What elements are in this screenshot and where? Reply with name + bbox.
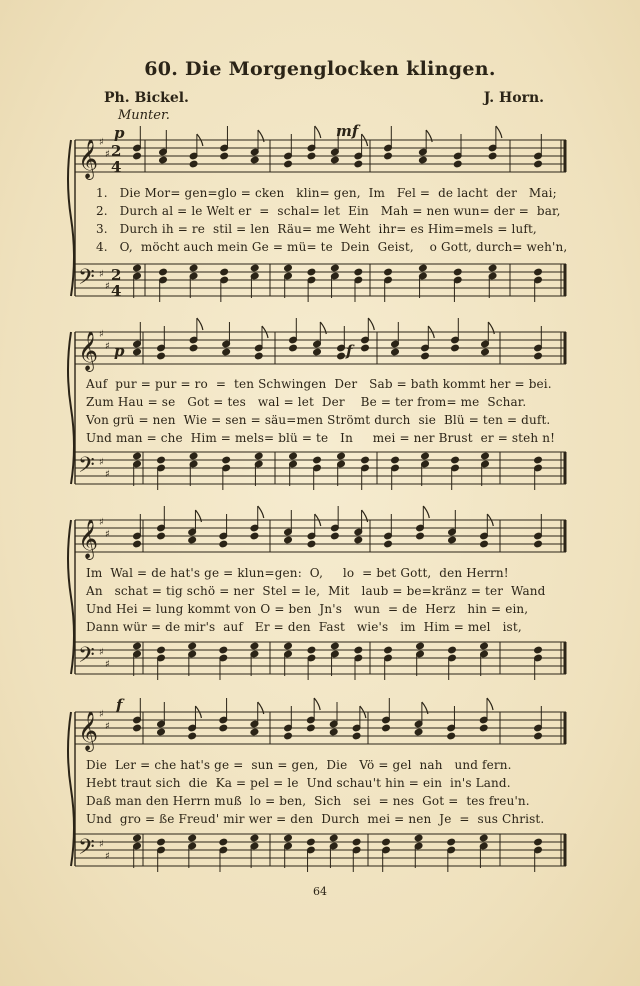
note-head: [313, 348, 322, 356]
note-head: [284, 160, 293, 168]
note-head: [250, 264, 259, 272]
note-head: [352, 732, 361, 740]
note-head: [416, 532, 425, 540]
note-head: [222, 348, 231, 356]
note-head: [219, 646, 228, 654]
note-head: [534, 160, 543, 168]
dynamic-marking: mf: [336, 122, 359, 140]
note-head: [337, 452, 346, 460]
note-head: [534, 540, 543, 548]
verse-line: Die Ler = che hat's ge = sun = gen, Die Vö = gel nah und fern.: [86, 758, 512, 772]
note-head: [534, 732, 543, 740]
note-head: [384, 152, 393, 160]
note-head: [133, 540, 142, 548]
verse-line: Daß man den Herrn muß lo = ben, Sich sei = nes Got = tes freu'n.: [86, 794, 530, 808]
note-flag: [258, 506, 264, 518]
note-head: [451, 344, 460, 352]
note-head: [534, 456, 543, 464]
verse-line: Und Hei = lung kommt von O = ben Jn's wun = de Herz hin = ein,: [86, 602, 529, 616]
note-head: [157, 352, 166, 360]
note-head: [157, 646, 166, 654]
note-head: [479, 724, 488, 732]
note-head: [480, 540, 489, 548]
time-signature: 4: [111, 282, 122, 300]
note-head: [219, 724, 228, 732]
bass-clef: 𝄢: [78, 453, 95, 483]
note-head: [189, 452, 198, 460]
note-head: [189, 160, 198, 168]
note-head: [391, 348, 400, 356]
note-head: [159, 268, 168, 276]
note-head: [416, 642, 425, 650]
note-head: [421, 452, 430, 460]
note-head: [189, 344, 198, 352]
note-flag: [368, 318, 374, 330]
note-head: [133, 724, 142, 732]
note-head: [188, 834, 197, 842]
note-head: [133, 348, 142, 356]
bass-clef: 𝄢: [78, 643, 95, 673]
note-flag: [314, 698, 320, 710]
note-head: [159, 156, 168, 164]
verse-line: 3. Durch ih = re stil = len Räu= me Weht ihr= es Him=mels = luft,: [96, 222, 537, 236]
bass-clef: 𝄢: [78, 265, 95, 295]
note-head: [284, 642, 293, 650]
sharp-sign: ♯: [105, 851, 110, 862]
note-head: [391, 456, 400, 464]
dynamic-marking: f: [346, 342, 353, 360]
treble-clef: 𝄞: [78, 139, 99, 179]
note-head: [250, 532, 259, 540]
note-head: [307, 152, 316, 160]
verse-line: Zum Hau = se Got = tes wal = let Der Be = ter from= me Schar.: [86, 395, 527, 409]
page-number: 64: [313, 885, 327, 898]
note-head: [220, 152, 229, 160]
note-head: [307, 724, 316, 732]
note-flag: [496, 126, 502, 138]
note-head: [384, 268, 393, 276]
note-head: [188, 732, 197, 740]
note-head: [289, 344, 298, 352]
note-head: [488, 264, 497, 272]
verse-line: Dann wür = de mir's auf Er = den Fast wie's im Him = mel ist,: [86, 620, 522, 634]
verse-line: Und gro = ße Freud' mir wer = den Durch mei = nen Je = sus Christ.: [86, 812, 545, 826]
note-head: [361, 456, 370, 464]
bass-clef: 𝄢: [78, 835, 95, 865]
note-head: [448, 646, 457, 654]
time-signature: 4: [111, 158, 122, 176]
note-head: [133, 452, 142, 460]
tempo-marking: Munter.: [118, 108, 170, 123]
note-head: [188, 536, 197, 544]
note-head: [419, 264, 428, 272]
note-flag: [487, 698, 493, 710]
hymn-title: 60. Die Morgenglocken klingen.: [144, 58, 496, 80]
sharp-sign: ♯: [99, 269, 104, 280]
note-head: [481, 348, 490, 356]
note-head: [453, 160, 462, 168]
note-head: [354, 536, 363, 544]
note-head: [352, 838, 361, 846]
note-head: [250, 834, 259, 842]
sharp-sign: ♯: [99, 517, 104, 528]
note-head: [354, 646, 363, 654]
note-head: [329, 834, 338, 842]
treble-clef: 𝄞: [78, 331, 99, 371]
note-head: [337, 352, 346, 360]
brace: [68, 712, 74, 866]
brace: [68, 140, 74, 296]
sharp-sign: ♯: [105, 469, 110, 480]
note-head: [284, 834, 293, 842]
note-head: [133, 834, 142, 842]
note-head: [313, 456, 322, 464]
note-head: [133, 152, 142, 160]
note-head: [480, 642, 489, 650]
note-head: [384, 646, 393, 654]
note-head: [414, 834, 423, 842]
brace: [68, 520, 74, 674]
note-head: [157, 456, 166, 464]
sharp-sign: ♯: [105, 529, 110, 540]
verse-line: 4. O, möcht auch mein Ge = mü= te Dein Geist, o Gott, durch= weh'n,: [96, 240, 568, 254]
note-head: [481, 452, 490, 460]
note-head: [447, 732, 456, 740]
sharp-sign: ♯: [99, 709, 104, 720]
note-head: [307, 540, 316, 548]
composer-credit: J. Horn.: [483, 90, 544, 106]
note-head: [453, 268, 462, 276]
note-head: [421, 352, 430, 360]
note-head: [419, 156, 428, 164]
note-head: [188, 642, 197, 650]
note-head: [451, 456, 460, 464]
note-head: [219, 838, 228, 846]
verse-line: Im Wal = de hat's ge = klun=gen: O, lo = bet Gott, den Herrn!: [86, 566, 509, 580]
note-flag: [197, 318, 203, 330]
note-head: [479, 834, 488, 842]
note-head: [250, 642, 259, 650]
note-head: [382, 724, 391, 732]
note-head: [534, 352, 543, 360]
note-head: [382, 838, 391, 846]
note-head: [157, 728, 166, 736]
sharp-sign: ♯: [105, 659, 110, 670]
note-head: [220, 268, 229, 276]
dynamic-marking: p: [114, 124, 125, 142]
note-head: [289, 452, 298, 460]
sharp-sign: ♯: [99, 839, 104, 850]
note-head: [133, 642, 142, 650]
treble-clef: 𝄞: [78, 519, 99, 559]
verse-line: Hebt traut sich die Ka = pel = le Und schau't hin = ein in's Land.: [86, 776, 511, 790]
sharp-sign: ♯: [99, 647, 104, 658]
sharp-sign: ♯: [105, 721, 110, 732]
treble-clef: 𝄞: [78, 711, 99, 751]
note-head: [284, 264, 293, 272]
note-head: [384, 540, 393, 548]
sharp-sign: ♯: [105, 281, 110, 292]
note-head: [354, 268, 363, 276]
note-head: [284, 732, 293, 740]
verse-line: An schat = tig schö = ner Stel = le, Mit laub = be=kränz = ter Wand: [86, 584, 546, 598]
verse-line: Von grü = nen Wie = sen = säu=men Strömt durch sie Blü = ten = duft.: [86, 413, 551, 427]
note-head: [157, 532, 166, 540]
note-head: [534, 838, 543, 846]
note-head: [354, 160, 363, 168]
verse-line: 1. Die Mor= gen=glo = cken klin= gen, Im Fel = de lacht der Mai;: [96, 186, 557, 200]
note-head: [189, 264, 198, 272]
sharp-sign: ♯: [105, 149, 110, 160]
sharp-sign: ♯: [105, 341, 110, 352]
note-head: [307, 268, 316, 276]
brace: [68, 332, 74, 484]
note-flag: [315, 126, 321, 138]
note-head: [331, 642, 340, 650]
verse-line: 2. Durch al = le Welt er = schal= let Ein Mah = nen wun= der = bar,: [96, 204, 561, 218]
note-head: [414, 728, 423, 736]
note-head: [361, 344, 370, 352]
note-flag: [423, 506, 429, 518]
verse-line: Auf pur = pur = ro = ten Schwingen Der Sab = bath kommt her = bei.: [86, 377, 552, 391]
note-head: [534, 268, 543, 276]
note-head: [307, 646, 316, 654]
note-head: [250, 728, 259, 736]
dynamic-marking: p: [114, 342, 125, 360]
lyricist-credit: Ph. Bickel.: [104, 90, 189, 106]
note-head: [534, 646, 543, 654]
note-head: [284, 536, 293, 544]
note-head: [157, 838, 166, 846]
note-head: [133, 264, 142, 272]
sharp-sign: ♯: [99, 329, 104, 340]
note-head: [448, 536, 457, 544]
note-head: [219, 540, 228, 548]
note-head: [331, 264, 340, 272]
note-head: [307, 838, 316, 846]
time-signature: 2: [111, 142, 122, 160]
note-head: [250, 156, 259, 164]
note-head: [254, 352, 263, 360]
dynamic-marking: f: [116, 696, 123, 714]
note-head: [447, 838, 456, 846]
note-head: [329, 728, 338, 736]
verse-line: Und man = che Him = mels= blü = te In mei = ner Brust er = steh n!: [86, 431, 556, 445]
time-signature: 2: [111, 266, 122, 284]
note-head: [331, 532, 340, 540]
note-head: [331, 156, 340, 164]
sharp-sign: ♯: [99, 137, 104, 148]
note-head: [254, 452, 263, 460]
sharp-sign: ♯: [99, 457, 104, 468]
note-head: [488, 152, 497, 160]
note-head: [222, 456, 231, 464]
